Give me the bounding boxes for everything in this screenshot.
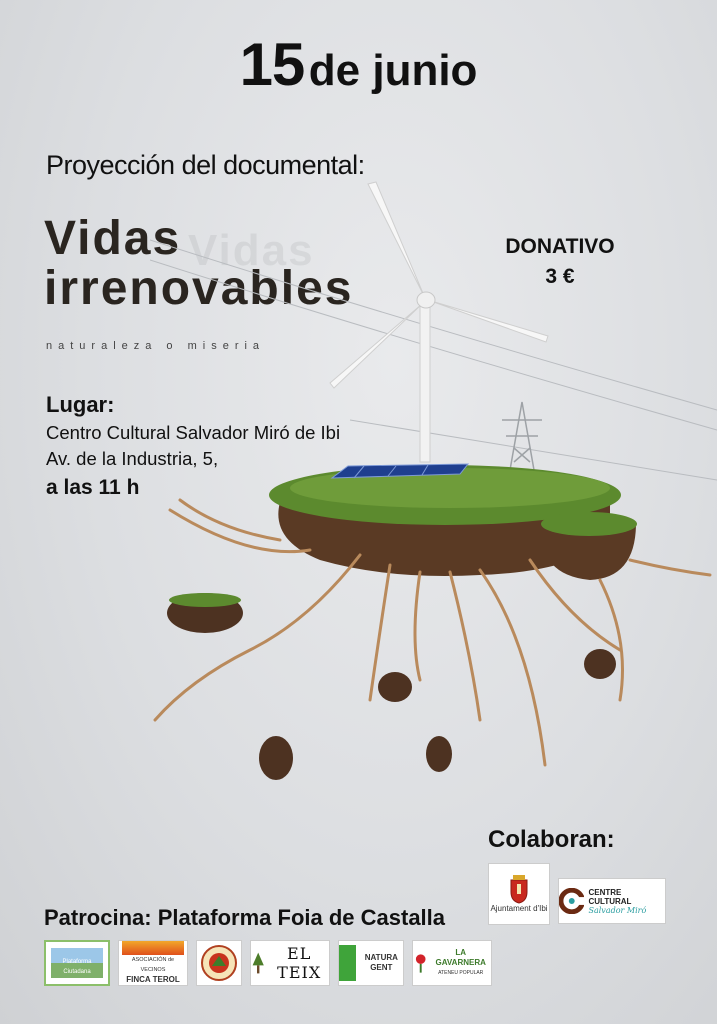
logo-ajuntament-text: Ajuntament d'Ibi — [490, 904, 548, 913]
event-date — [0, 30, 717, 99]
venue-address: Av. de la Industria, 5, — [46, 448, 219, 469]
donation-amount: 3 € — [545, 265, 575, 288]
logo-el-teix — [250, 940, 330, 986]
venue-label: Lugar: — [46, 392, 115, 417]
soil-clump — [584, 649, 616, 679]
film-tagline: naturaleza o miseria — [46, 340, 266, 352]
round-seal-icon — [200, 944, 238, 982]
logo-finca-terol: ASOCIACIÓN de VECINOS FINCA TEROL — [118, 940, 188, 986]
date-month: de junio — [308, 46, 478, 95]
logo-la-gavarnera-text: LA GAVARNERA — [435, 948, 486, 967]
soil-clump — [426, 736, 452, 772]
event-time: a las 11 h — [46, 476, 140, 499]
ghost-title: Vidas — [188, 226, 315, 275]
soil-clump — [259, 736, 293, 780]
film-title-line1: Vidas — [44, 212, 182, 265]
sunset-icon — [122, 941, 184, 955]
logo-natura-gent — [338, 940, 404, 986]
logo-la-gavarnera — [412, 940, 492, 986]
collaborators-label: Colaboran: — [488, 826, 615, 853]
sponsor-label: Patrocina: Plataforma Foia de Castalla — [44, 905, 446, 930]
c-logo-icon — [559, 888, 584, 914]
small-island-right — [541, 512, 637, 536]
logo-natura-gent-text: NATURA GENT — [364, 953, 398, 972]
logo-centre-cultural-text: CENTRE CULTURAL — [588, 887, 632, 906]
logo-centre-cultural-sub: Salvador Miró — [588, 905, 647, 915]
landscape-icon: Plataforma Ciutadana — [51, 948, 103, 978]
logo-la-gavarnera-sub: ATENEU POPULAR — [438, 970, 484, 976]
date-day: 15 — [239, 31, 305, 98]
screening-subtitle: Proyección del documental: — [46, 150, 365, 180]
logo-el-teix-text: EL TEIX — [277, 944, 322, 982]
coat-of-arms-icon — [508, 874, 530, 904]
logo-centre-cultural — [558, 878, 666, 924]
logo-ajuntament-ibi — [488, 863, 550, 925]
venue-place: Centro Cultural Salvador Miró de Ibi — [46, 422, 341, 443]
logo-round-seal — [196, 940, 242, 986]
natura-icon — [339, 945, 356, 981]
rose-icon — [413, 952, 428, 974]
film-title-line2: irrenovables — [44, 262, 354, 315]
venue-info — [46, 392, 340, 500]
pylon-icon — [502, 402, 542, 470]
soil-clump — [378, 672, 412, 702]
tree-icon — [251, 948, 265, 978]
donation-label: DONATIVO — [505, 235, 615, 258]
logo-plataforma — [44, 940, 110, 986]
